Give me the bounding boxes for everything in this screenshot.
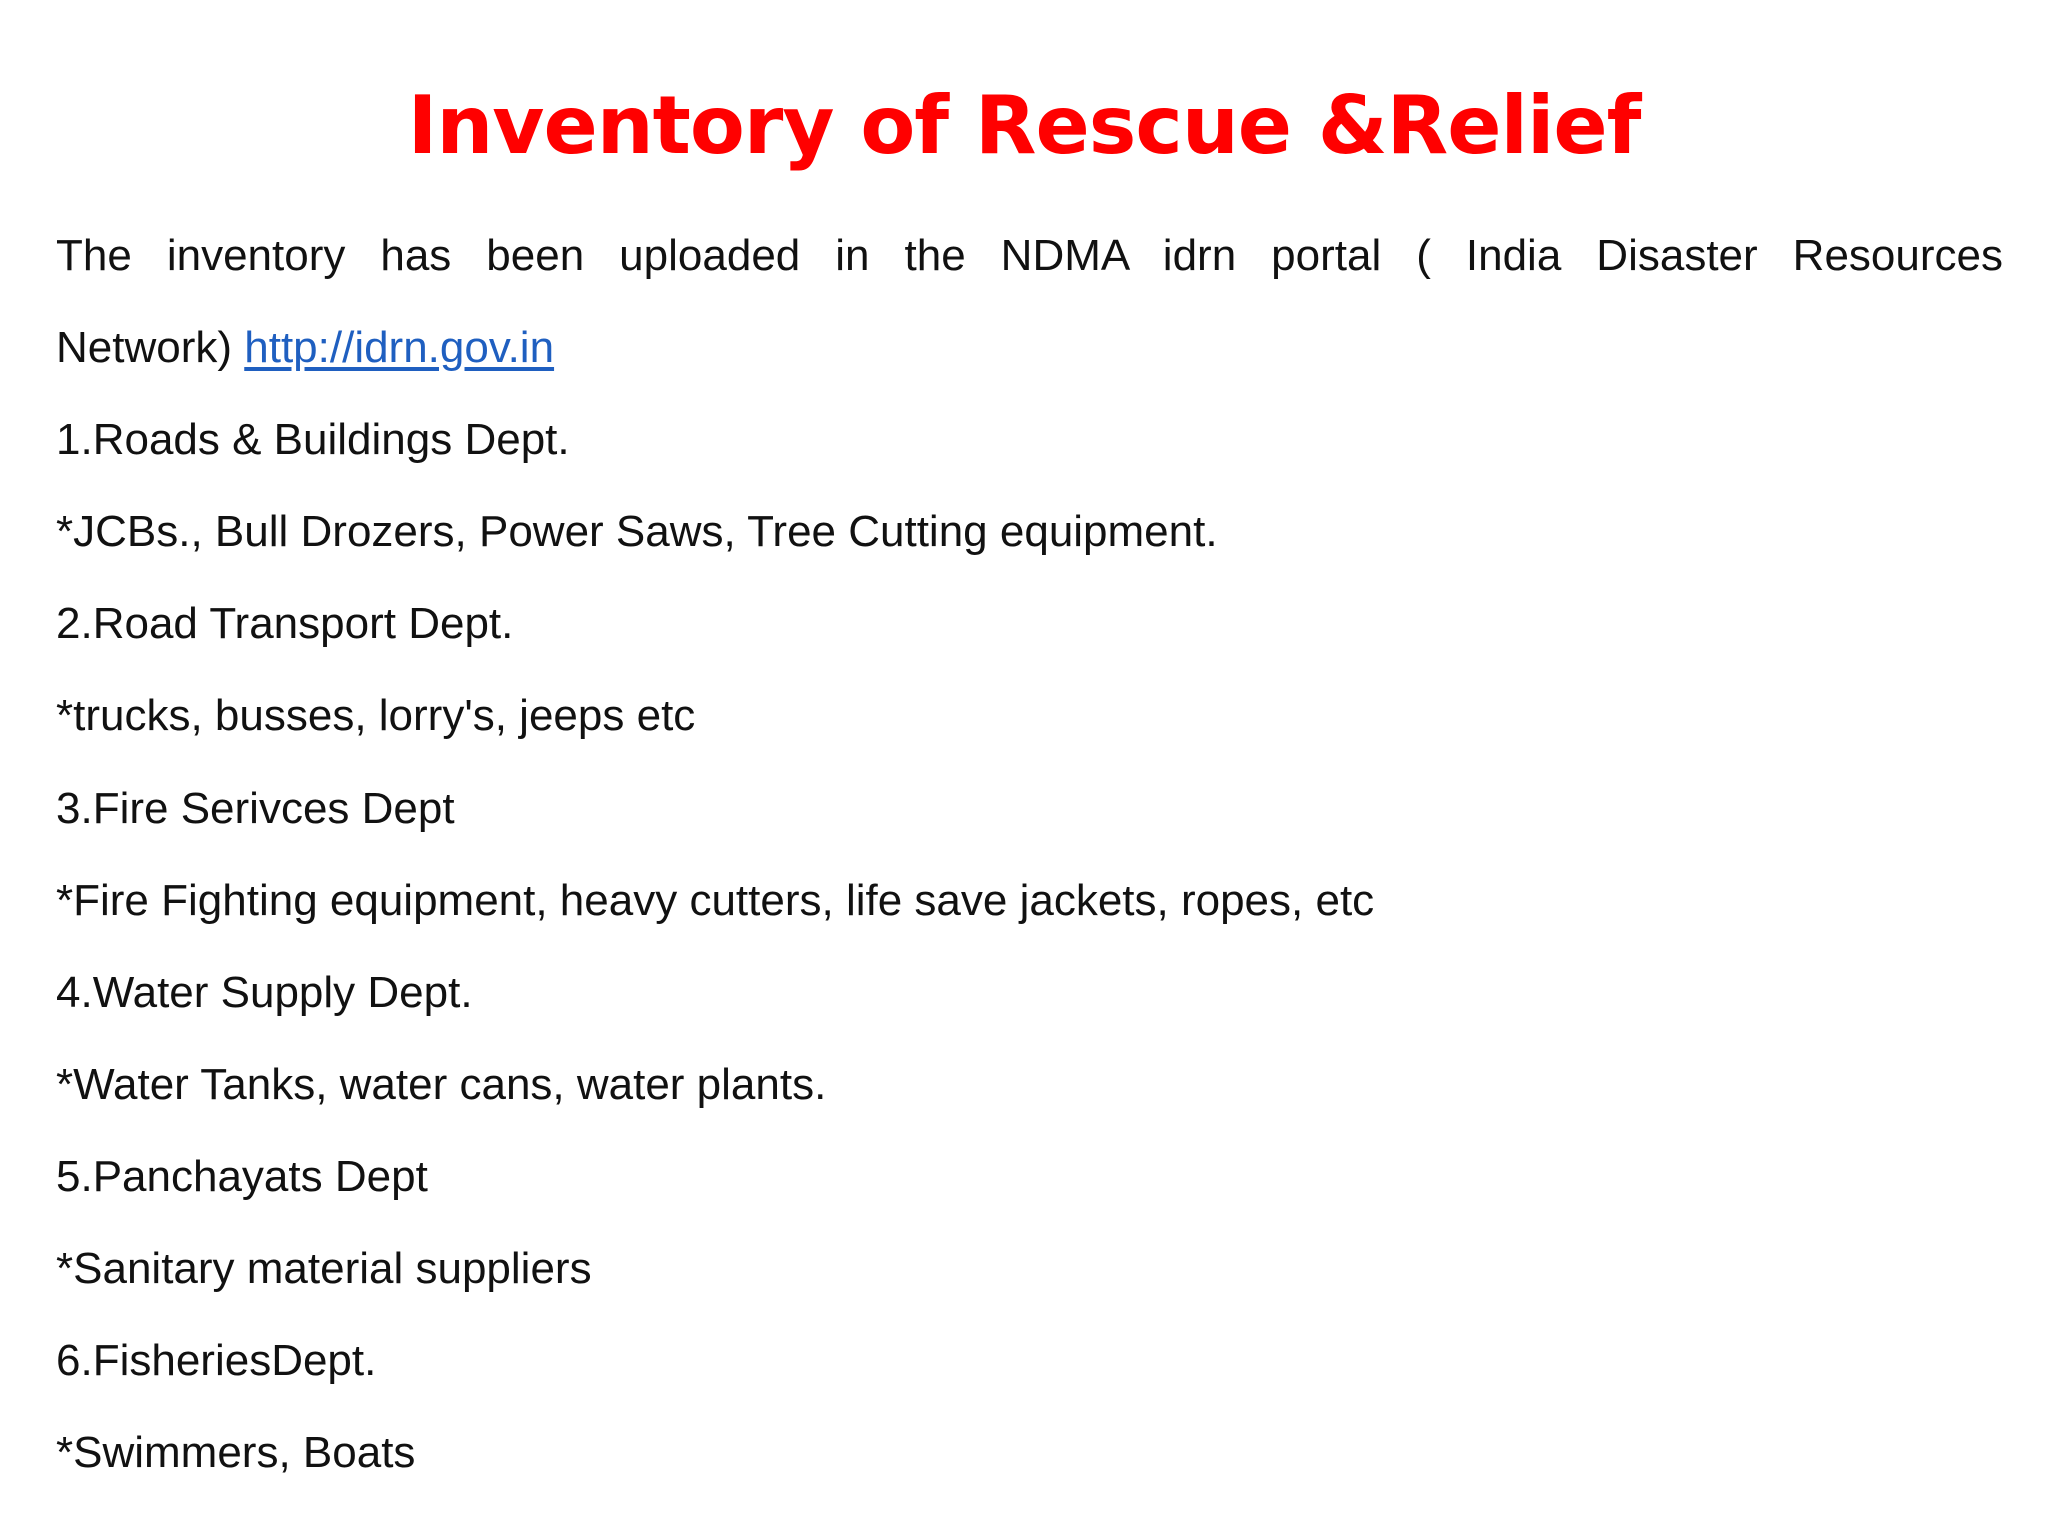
item-6-heading: 6.FisheriesDept. — [56, 1336, 377, 1385]
item-4-detail: *Water Tanks, water cans, water plants. — [56, 1060, 827, 1109]
item-5-heading: 5.Panchayats Dept — [56, 1152, 428, 1201]
item-5-detail: *Sanitary material suppliers — [56, 1244, 592, 1293]
item-1-detail: *JCBs., Bull Drozers, Power Saws, Tree Cutting equipment. — [56, 507, 1218, 556]
item-3-detail: *Fire Fighting equipment, heavy cutters, life save jackets, ropes, etc — [56, 876, 1375, 925]
item-6-detail: *Swimmers, Boats — [56, 1428, 416, 1477]
intro-text-prefix: Network) — [56, 323, 245, 372]
item-2-heading: 2.Road Transport Dept. — [56, 599, 514, 648]
item-1-heading: 1.Roads & Buildings Dept. — [56, 415, 570, 464]
idrn-portal-link[interactable]: http://idrn.gov.in — [244, 323, 555, 372]
intro-text-line-2 — [56, 318, 554, 378]
item-2-detail: *trucks, busses, lorry's, jeeps etc — [56, 691, 696, 740]
item-4-heading: 4.Water Supply Dept. — [56, 968, 473, 1017]
item-3-heading: 3.Fire Serivces Dept — [56, 784, 455, 833]
intro-text-line-1: The inventory has been uploaded in the NDMA idrn portal ( India Disaster Resources — [56, 231, 2003, 280]
slide-title: Inventory of Rescue &Relief — [407, 79, 1641, 172]
